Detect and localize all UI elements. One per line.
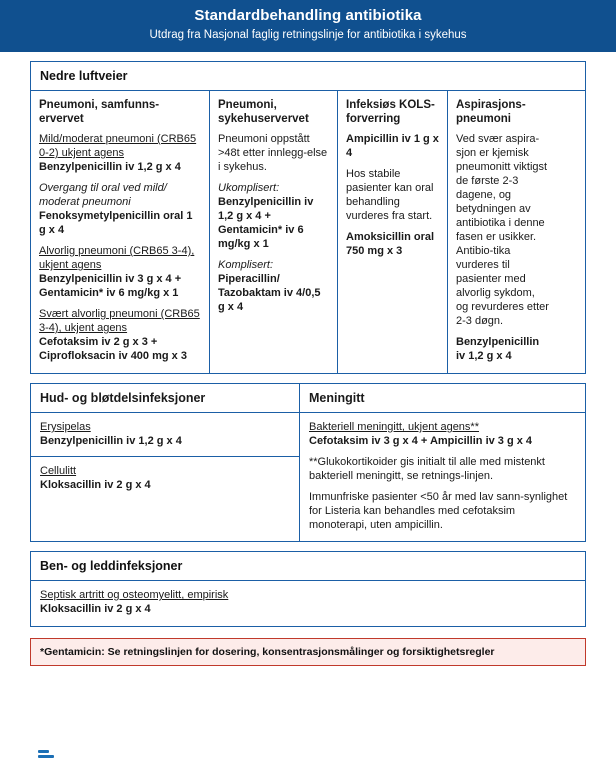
- treatment-block: [39, 244, 201, 300]
- logo-mark-icon: [38, 750, 54, 760]
- section-title-bone-joint: Ben- og leddinfeksjoner: [31, 552, 585, 581]
- regimen-text: Ampicillin iv 1 g x 4: [346, 133, 439, 159]
- description-text: Hos stabile pasienter kan oral behandling vurderes fra start.: [346, 168, 434, 222]
- section-headers: [31, 384, 585, 413]
- regimen-text: Cefotaksim iv 2 g x 3 + Ciprofloksacin iv 400 mg x 3: [39, 336, 187, 362]
- column-copd-exacerbation: [337, 91, 447, 373]
- description-text: Ved svær aspira-sjon er kjemisk pneumonitt viktigst de første 2-3 dagene, og betydningen av antibiotika i denne fasen er usikker. Antibio-tika vurderes til pasienter med alvorlig sykdom, og revurderes etter 2-3 døgn.: [456, 133, 549, 327]
- description-text: Immunfriske pasienter <50 år med lav sann-synlighet for Listeria kan behandles med cefotaksim monoterapi, uten ampicillin.: [309, 491, 568, 531]
- treatment-block: [218, 258, 329, 314]
- section-title-meningitis: Meningitt: [299, 384, 585, 412]
- treatment-block: [39, 307, 201, 363]
- condition-label: Erysipelas: [40, 421, 91, 433]
- condition-label: Bakteriell meningitt, ukjent agens**: [309, 421, 479, 433]
- treatment-block: [456, 132, 549, 328]
- page-subtitle: Utdrag fra Nasjonal faglig retningslinje for antibiotika i sykehus: [149, 29, 467, 41]
- regimen-text: Piperacillin/ Tazobaktam iv 4/0,5 g x 4: [218, 273, 321, 313]
- treatment-block: [31, 413, 299, 457]
- bone-joint-body: [31, 581, 585, 626]
- gentamicin-footnote: *Gentamicin: Se retningslinjen for dosering, konsentrasjonsmålinger og forsiktighetsregler: [30, 638, 586, 666]
- regimen-text: Kloksacillin iv 2 g x 4: [40, 479, 151, 491]
- treatment-block: [309, 420, 576, 448]
- regimen-text: Cefotaksim iv 3 g x 4 + Ampicillin iv 3 g x 4: [309, 435, 533, 447]
- description-text: **Glukokortikoider gis initialt til alle med mistenkt bakteriell meningitt, se retnings-linjen.: [309, 456, 545, 482]
- section-title-skin-soft-tissue: Hud- og bløtdelsinfeksjoner: [40, 391, 206, 405]
- column-heading: Aspirasjons-pneumoni: [456, 99, 526, 125]
- regimen-text: Benzylpenicillin iv 1,2 g x 4: [456, 336, 540, 362]
- section-title-lower-airways: Nedre luftveier: [31, 62, 585, 91]
- regimen-text: Fenoksymetylpenicillin oral 1 g x 4: [39, 210, 193, 236]
- lower-airways-columns: [31, 91, 585, 373]
- treatment-block: [346, 167, 439, 223]
- skin-soft-tissue-body: [31, 413, 299, 541]
- logo-bar: [38, 750, 49, 753]
- treatment-block: [218, 181, 329, 251]
- column-heading: Infeksiøs KOLS-forverring: [346, 99, 435, 125]
- page-title: Standardbehandling antibiotika: [194, 7, 422, 24]
- condition-note: Komplisert:: [218, 259, 274, 271]
- column-aspiration-pneumonia: [447, 91, 557, 373]
- column-hospital-pneumonia: [209, 91, 337, 373]
- treatment-block: [31, 457, 299, 500]
- regimen-text: Benzylpenicillin iv 1,2 g x 4: [39, 161, 181, 173]
- treatment-block: [346, 230, 439, 258]
- condition-label: Svært alvorlig pneumoni (CRB65 3-4), ukjent agens: [39, 308, 200, 334]
- condition-label: Mild/moderat pneumoni (CRB65 0-2) ukjent agens: [39, 133, 197, 159]
- logo-bar: [38, 755, 54, 758]
- regimen-text: Benzylpenicillin iv 1,2 g x 4 + Gentamicin* iv 6 mg/kg x 1: [218, 196, 314, 250]
- condition-note: Overgang til oral ved mild/ moderat pneumoni: [39, 182, 167, 208]
- document-header: [0, 0, 616, 52]
- column-heading: Pneumoni, samfunns-ervervet: [39, 99, 160, 125]
- treatment-block: [346, 132, 439, 160]
- condition-label: Alvorlig pneumoni (CRB65 3-4), ukjent agens: [39, 245, 195, 271]
- description-text: Pneumoni oppstått >48t etter innlegg-else i sykehus.: [218, 133, 328, 173]
- treatment-block: [456, 335, 549, 363]
- column-heading: Pneumoni, sykehuservervet: [218, 99, 309, 125]
- treatment-block: [39, 132, 201, 174]
- meningitis-body: [299, 413, 585, 541]
- footnote-block: [309, 455, 576, 483]
- condition-note: Ukomplisert:: [218, 182, 280, 194]
- treatment-block: [39, 181, 201, 237]
- condition-label: Cellulitt: [40, 465, 77, 477]
- column-community-pneumonia: [31, 91, 209, 373]
- treatment-block: [40, 588, 576, 616]
- treatment-block: [218, 132, 329, 174]
- section-bodies: [31, 413, 585, 541]
- section-skin-and-meningitis: [30, 383, 586, 542]
- regimen-text: Benzylpenicillin iv 3 g x 4 + Gentamicin* iv 6 mg/kg x 1: [39, 273, 182, 299]
- regimen-text: Amoksicillin oral 750 mg x 3: [346, 231, 435, 257]
- regimen-text: Kloksacillin iv 2 g x 4: [40, 603, 151, 615]
- condition-label: Septisk artritt og osteomyelitt, empirisk: [40, 589, 229, 601]
- section-lower-airways: [30, 61, 586, 374]
- regimen-text: Benzylpenicillin iv 1,2 g x 4: [40, 435, 182, 447]
- note-block: [309, 490, 576, 532]
- section-bone-joint: [30, 551, 586, 627]
